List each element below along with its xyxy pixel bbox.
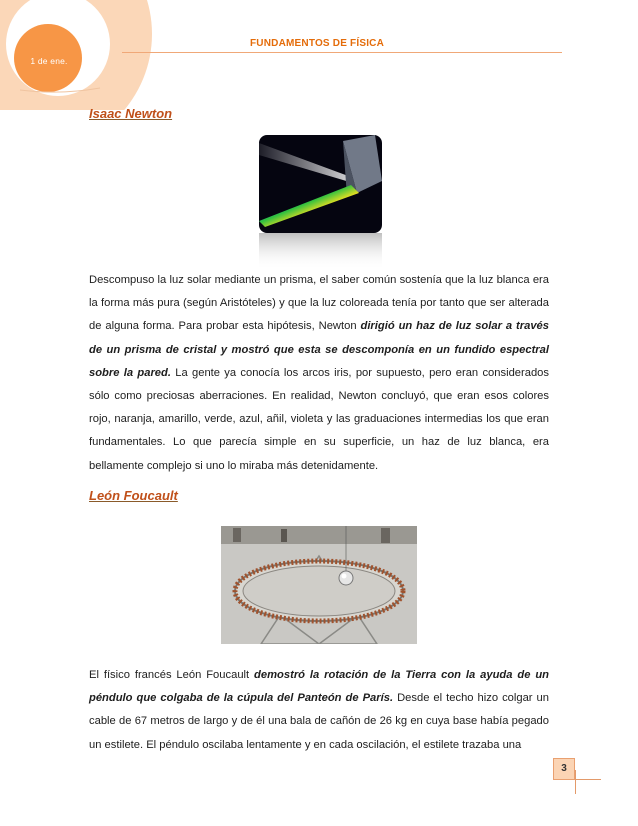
paragraph-text: Descompuso la luz solar mediante un prisma, el saber común sostenía que la luz blanca era la forma más pura (según Aristóteles) y que la luz coloreada tenía por tanto que ser alterada de alguna forma. Para probar esta hipótesis, Newton <box>89 274 549 333</box>
paragraph-text: El físico francés León Foucault <box>89 669 255 681</box>
header-divider <box>122 52 562 53</box>
corner-decoration <box>0 0 200 110</box>
header-title: FUNDAMENTOS DE FÍSICA <box>250 38 385 49</box>
section-heading-newton: Isaac Newton <box>89 106 173 121</box>
page-number: 3 <box>553 758 575 780</box>
paragraph-newton <box>89 269 549 478</box>
paragraph-emphasis: demostró la rotación de la Tierra con la ayuda de un péndulo que colgaba de la cúpula del Panteón de París. <box>89 669 549 705</box>
paragraph-emphasis: dirigió un haz de luz solar a través de un prisma de cristal y mostró que esta se descomponía en un fundido espectral sobre la pared. <box>89 320 549 379</box>
prism-image <box>259 135 382 270</box>
header-date: 1 de ene. <box>30 56 68 66</box>
section-heading-foucault: León Foucault <box>89 488 178 503</box>
page-number-line <box>575 770 576 794</box>
paragraph-text: La gente ya conocía los arcos iris, por supuesto, pero eran considerados sólo como preciosas aberraciones. En realidad, Newton concluyó, que eran esos colores rojo, naranja, amarillo, verde, azul, añil, violeta y las graduaciones intermedias los que eran fundamentales. Lo que parecía simple en su superficie, un haz de luz blanca, era bellamente complejo si uno lo miraba más detenidamente. <box>89 366 549 472</box>
paragraph-foucault <box>89 664 549 757</box>
paragraph-text: Desde el techo hizo colgar un cable de 67 metros de largo y de él una bala de cañón de 26 kg en cuya base había pegado un estilete. El péndulo oscilaba lentamente y en cada oscilación, el estilete trazaba una <box>89 692 549 751</box>
pendulum-image <box>221 526 417 644</box>
